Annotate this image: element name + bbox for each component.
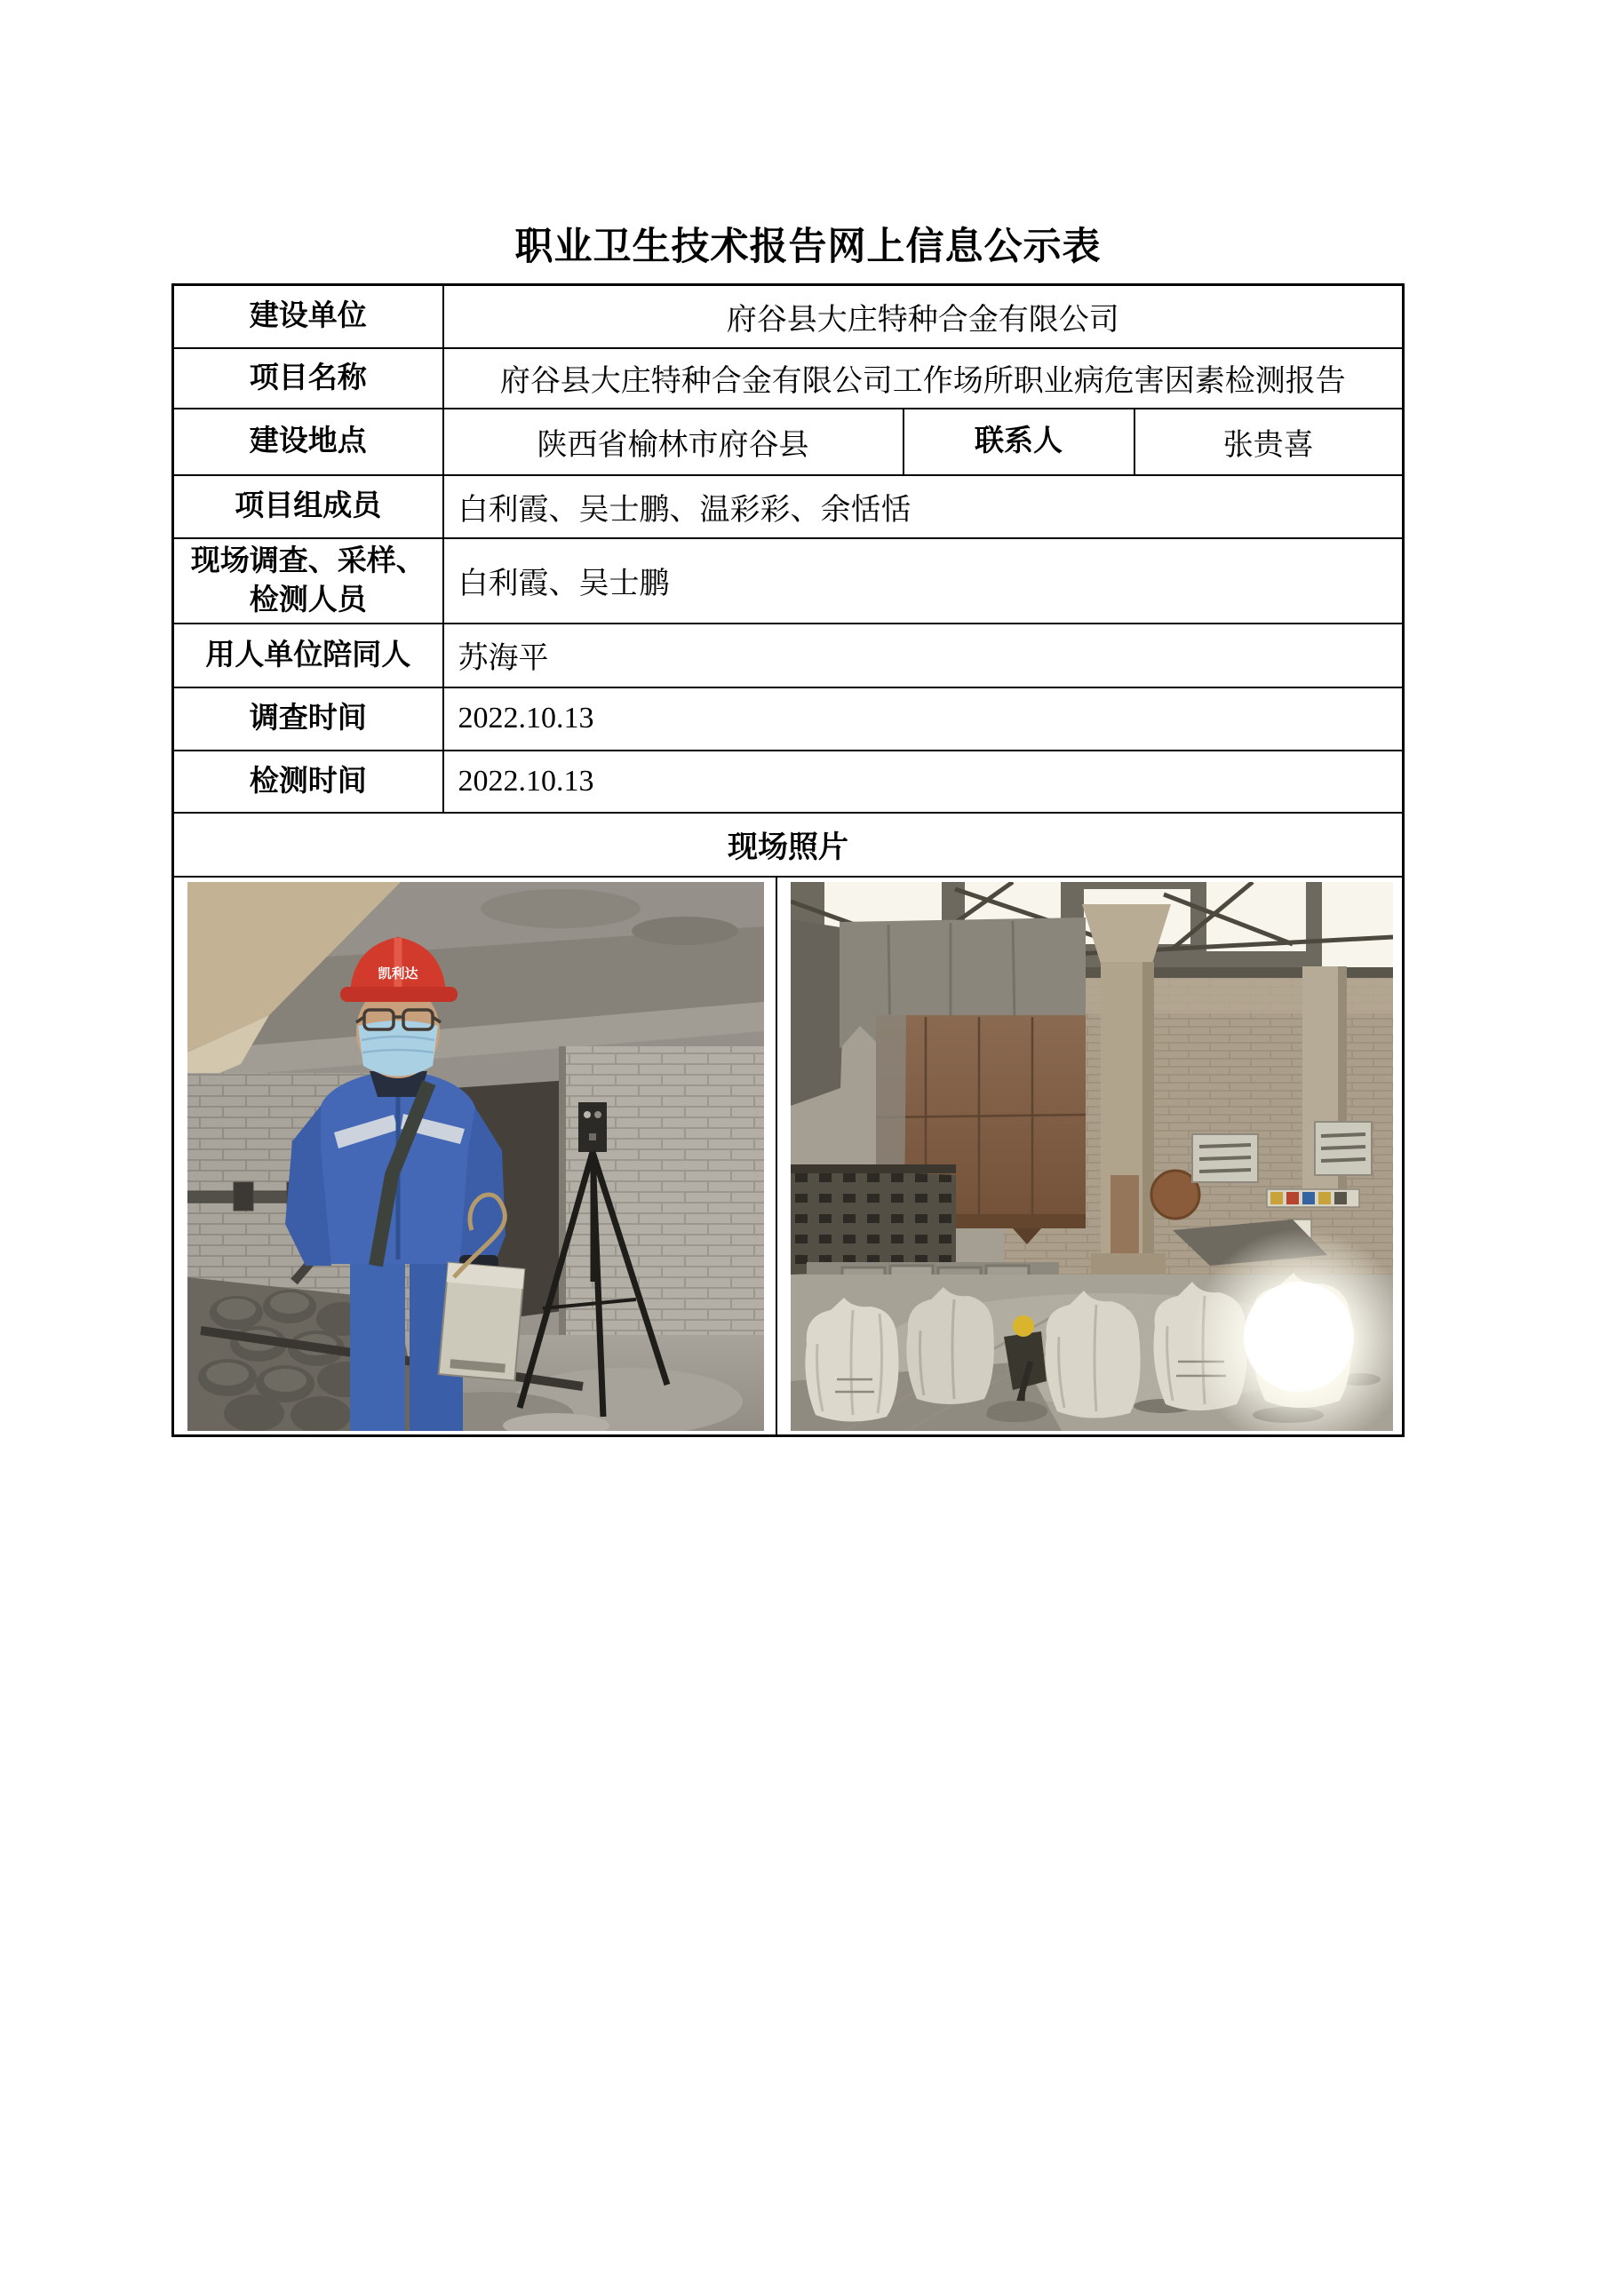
bulk-bag bbox=[805, 1298, 898, 1422]
label-survey-sampling-staff-line1: 现场调查、采样、 bbox=[190, 544, 426, 577]
row-employer-escort bbox=[173, 624, 1404, 687]
label-project-team: 项目组成员 bbox=[173, 475, 443, 538]
sampling-instrument bbox=[439, 1262, 525, 1380]
sampler-head bbox=[578, 1102, 607, 1152]
value-test-date: 2022.10.13 bbox=[443, 751, 1404, 813]
value-survey-date: 2022.10.13 bbox=[443, 687, 1404, 751]
value-survey-sampling-staff: 白利霞、吴士鹏 bbox=[443, 538, 1404, 624]
label-test-date: 检测时间 bbox=[173, 751, 443, 813]
label-employer-escort: 用人单位陪同人 bbox=[173, 624, 443, 687]
photo-cell-left bbox=[173, 877, 776, 1436]
label-contact-person: 联系人 bbox=[904, 409, 1134, 475]
value-project-team: 白利霞、吴士鹏、温彩彩、余恬恬 bbox=[443, 475, 1404, 538]
bulk-bag bbox=[1045, 1291, 1140, 1418]
label-survey-sampling-staff-line2: 检测人员 bbox=[249, 584, 367, 616]
label-construction-site: 建设地点 bbox=[173, 409, 443, 475]
value-contact-person: 张贵喜 bbox=[1134, 409, 1404, 475]
value-employer-escort: 苏海平 bbox=[443, 624, 1404, 687]
hanging-tarp bbox=[791, 919, 846, 1106]
photos-header: 现场照片 bbox=[173, 813, 1404, 877]
worker-leg bbox=[350, 1259, 405, 1431]
site-photo-right bbox=[791, 882, 1393, 1431]
page-title: 职业卫生技术报告网上信息公示表 bbox=[514, 226, 1102, 268]
yellow-helmet bbox=[1013, 1315, 1034, 1337]
value-construction-unit: 府谷县大庄特种合金有限公司 bbox=[443, 285, 1404, 348]
info-table bbox=[171, 283, 1405, 1437]
row-survey-date bbox=[173, 687, 1404, 751]
perforated-brick-stack bbox=[791, 1164, 956, 1275]
value-construction-site: 陕西省榆林市府谷县 bbox=[443, 409, 904, 475]
row-photos-header bbox=[173, 813, 1404, 877]
row-photos bbox=[173, 877, 1404, 1436]
label-survey-sampling-staff bbox=[173, 538, 443, 624]
row-construction-unit bbox=[173, 285, 1404, 348]
row-project-team bbox=[173, 475, 1404, 538]
label-project-name: 项目名称 bbox=[173, 348, 443, 409]
row-project-name bbox=[173, 348, 1404, 409]
row-test-date bbox=[173, 751, 1404, 813]
row-construction-site bbox=[173, 409, 1404, 475]
photo-cell-right bbox=[776, 877, 1404, 1436]
bulk-bag bbox=[906, 1287, 994, 1404]
row-survey-sampling-staff bbox=[173, 538, 1404, 624]
hard-hat-text: 凯利达 bbox=[378, 966, 418, 981]
label-construction-unit: 建设单位 bbox=[173, 285, 443, 348]
label-survey-date: 调查时间 bbox=[173, 687, 443, 751]
site-photo-left bbox=[187, 882, 764, 1431]
value-project-name: 府谷县大庄特种合金有限公司工作场所职业病危害因素检测报告 bbox=[443, 348, 1404, 409]
hard-hat-brim bbox=[340, 987, 458, 1002]
